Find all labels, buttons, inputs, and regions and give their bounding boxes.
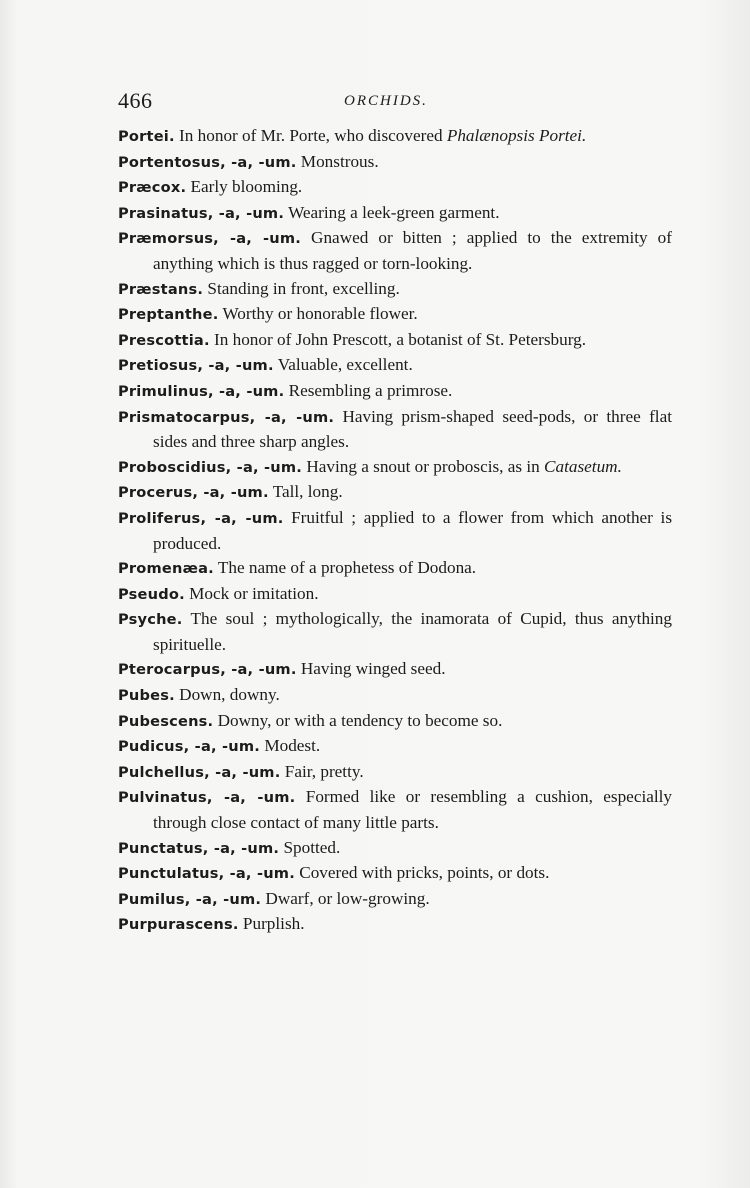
glossary-entry: [118, 328, 672, 354]
glossary-entry: [118, 887, 672, 913]
entry-definition: The name of a prophetess of Dodona.: [213, 558, 477, 578]
glossary-entry: [118, 277, 672, 303]
entry-term: Præmorsus, -a, -um.: [118, 230, 302, 248]
entry-term: Procerus, -a, -um.: [118, 484, 269, 502]
entry-term: Proliferus, -a, -um.: [118, 509, 284, 527]
entry-term: Pubescens.: [118, 712, 214, 730]
entry-term: Preptanthe.: [118, 306, 219, 324]
glossary-entry: [118, 201, 672, 227]
glossary-entry: [118, 556, 672, 582]
entry-term: Promenæa.: [118, 560, 214, 578]
entry-definition: In honor of John Prescott, a botanist of St. Petersburg.: [209, 329, 587, 349]
glossary-entry: [118, 405, 672, 455]
entry-term: Pubes.: [118, 687, 175, 705]
entry-definition: Modest.: [260, 736, 321, 756]
glossary-entry: [118, 150, 672, 176]
glossary-entry: [118, 582, 672, 608]
glossary-entries: [118, 124, 672, 938]
entry-term: Pretiosus, -a, -um.: [118, 357, 274, 375]
glossary-entry: [118, 506, 672, 556]
entry-definition: Tall, long.: [268, 482, 343, 502]
entry-term: Psyche.: [118, 611, 183, 629]
entry-definition: Early blooming.: [186, 177, 303, 197]
entry-term: Pudicus, -a, -um.: [118, 738, 261, 756]
entry-definition: Purplish.: [238, 914, 305, 934]
glossary-entry: [118, 480, 672, 506]
glossary-entry: [118, 226, 672, 276]
entry-definition: Having prism-shaped seed-pods, or three flat sides and three sharp angles.: [153, 406, 672, 452]
glossary-entry: [118, 683, 672, 709]
glossary-entry: [118, 657, 672, 683]
entry-term: Pulchellus, -a, -um.: [118, 763, 281, 781]
glossary-entry: [118, 912, 672, 938]
entry-term: Prasinatus, -a, -um.: [118, 204, 285, 222]
entry-definition: Gnawed or bitten ; applied to the extremity of anything which is thus ragged or torn-looking.: [153, 228, 673, 273]
entry-term: Proboscidius, -a, -um.: [118, 458, 303, 476]
glossary-entry: [118, 353, 672, 379]
entry-term: Primulinus, -a, -um.: [118, 382, 285, 400]
entry-definition: Down, downy.: [174, 685, 280, 705]
page-number: 466: [118, 88, 153, 113]
entry-definition: Wearing a leek-green garment.: [284, 202, 500, 222]
entry-definition: Dwarf, or low-growing.: [261, 888, 430, 908]
entry-term: Prismatocarpus, -a, -um.: [118, 408, 335, 426]
entry-term: Præcox.: [118, 179, 187, 197]
entry-definition: Having winged seed.: [296, 659, 446, 679]
entry-definition: The soul ; mythologically, the inamorata of Cupid, thus anything spirituelle.: [153, 609, 672, 654]
glossary-entry: [118, 455, 672, 481]
entry-term: Purpurascens.: [118, 916, 239, 934]
entry-term: Pumilus, -a, -um.: [118, 890, 262, 908]
entry-definition: Monstrous.: [296, 151, 379, 171]
running-title: ORCHIDS.: [344, 93, 428, 109]
entry-definition-italic: Phalænopsis Portei.: [446, 126, 587, 145]
entry-term: Punctatus, -a, -um.: [118, 839, 280, 857]
entry-term: Pterocarpus, -a, -um.: [118, 661, 297, 679]
entry-definition: Worthy or honorable flower.: [218, 304, 418, 324]
entry-definition: Formed like or resembling a cushion, especially through close contact of many little parts.: [153, 787, 672, 833]
entry-definition: Covered with pricks, points, or dots.: [294, 863, 550, 883]
entry-definition: Fair, pretty.: [280, 761, 364, 781]
glossary-entry: [118, 734, 672, 760]
glossary-entry: [118, 785, 672, 835]
glossary-entry: [118, 379, 672, 405]
glossary-entry: [118, 760, 672, 786]
entry-term: Prescottia.: [118, 331, 210, 349]
entry-term: Punctulatus, -a, -um.: [118, 865, 295, 883]
page-header: [118, 88, 672, 118]
entry-definition: Valuable, excellent.: [273, 355, 413, 375]
entry-term: Pulvinatus, -a, -um.: [118, 789, 296, 807]
glossary-entry: [118, 607, 672, 657]
entry-term: Pseudo.: [118, 585, 185, 603]
entry-definition: Resembling a primrose.: [284, 380, 453, 400]
entry-term: Præstans.: [118, 280, 204, 298]
entry-definition: Fruitful ; applied to a flower from which another is produced.: [153, 507, 673, 553]
entry-definition-italic: Catasetum.: [544, 456, 622, 476]
entry-definition: Having a snout or proboscis, as in: [302, 456, 545, 476]
entry-definition: Mock or imitation.: [184, 583, 319, 603]
entry-definition: Standing in front, excelling.: [203, 278, 400, 298]
entry-definition: Spotted.: [279, 837, 341, 857]
entry-term: Portentosus, -a, -um.: [118, 153, 297, 171]
entry-definition: Downy, or with a tendency to become so.: [213, 710, 503, 730]
glossary-entry: [118, 124, 672, 150]
entry-definition: In honor of Mr. Porte, who discovered: [174, 126, 447, 145]
glossary-entry: [118, 709, 672, 735]
entry-term: Portei.: [118, 128, 175, 145]
glossary-entry: [118, 175, 672, 201]
glossary-entry: [118, 302, 672, 328]
glossary-entry: [118, 836, 672, 862]
glossary-entry: [118, 861, 672, 887]
